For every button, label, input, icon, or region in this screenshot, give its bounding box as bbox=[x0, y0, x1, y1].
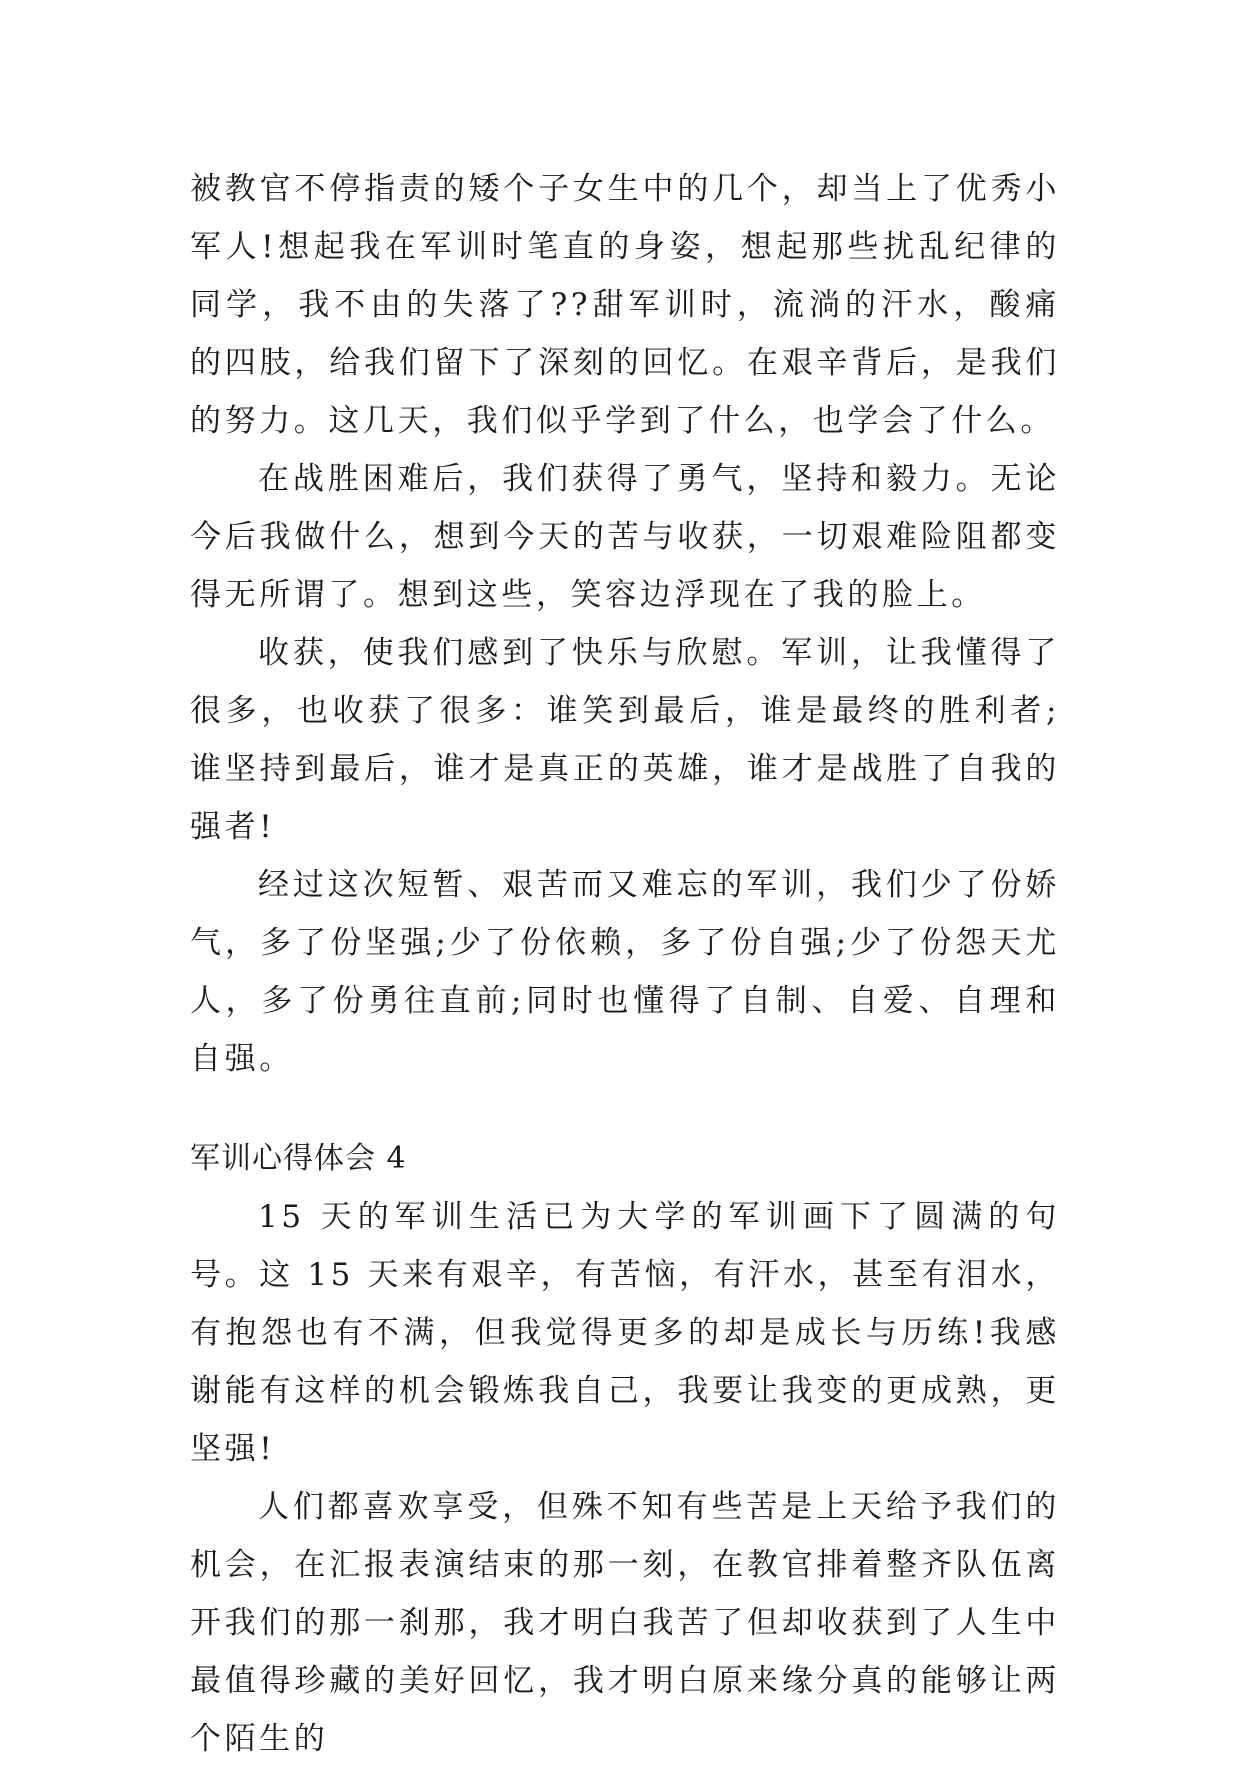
section-heading: 军训心得体会 4 bbox=[190, 1141, 407, 1176]
paragraph-6: 人们都喜欢享受，但殊不知有些苦是上天给予我们的机会，在汇报表演结束的那一刻，在教官排着整齐队伍离开我们的那一刹那，我才明白我苦了但却收获到了人生中最值得珍藏的美好回忆，我才明白原来缘分真的能够让两个陌生的 bbox=[190, 1489, 1060, 1757]
paragraph-1: 被教官不停指责的矮个子女生中的几个，却当上了优秀小军人!想起我在军训时笔直的身姿，想起那些扰乱纪律的同学，我不由的失落了??甜军训时，流淌的汗水，酸痛的四肢，给我们留下了深刻的回忆。在艰辛背后，是我们的努力。这几天，我们似乎学到了什么，也学会了什么。 bbox=[190, 171, 1060, 439]
document-page bbox=[190, 160, 1060, 1768]
paragraph-5: 15 天的军训生活已为大学的军训画下了圆满的句号。这 15 天来有艰辛，有苦恼，有汗水，甚至有泪水，有抱怨也有不满，但我觉得更多的却是成长与历练!我感谢能有这样的机会锻炼我自己，我要让我变的更成熟，更坚强! bbox=[190, 1199, 1060, 1467]
paragraph-4: 经过这次短暂、艰苦而又难忘的军训，我们少了份娇气，多了份坚强;少了份依赖，多了份自强;少了份怨天尤人，多了份勇往直前;同时也懂得了自制、自爱、自理和自强。 bbox=[190, 867, 1060, 1077]
paragraph-3: 收获，使我们感到了快乐与欣慰。军训，让我懂得了很多，也收获了很多：谁笑到最后，谁是最终的胜利者;谁坚持到最后，谁才是真正的英雄，谁才是战胜了自我的强者! bbox=[190, 635, 1060, 845]
paragraph-2: 在战胜困难后，我们获得了勇气，坚持和毅力。无论今后我做什么，想到今天的苦与收获，一切艰难险阻都变得无所谓了。想到这些，笑容边浮现在了我的脸上。 bbox=[190, 461, 1060, 613]
